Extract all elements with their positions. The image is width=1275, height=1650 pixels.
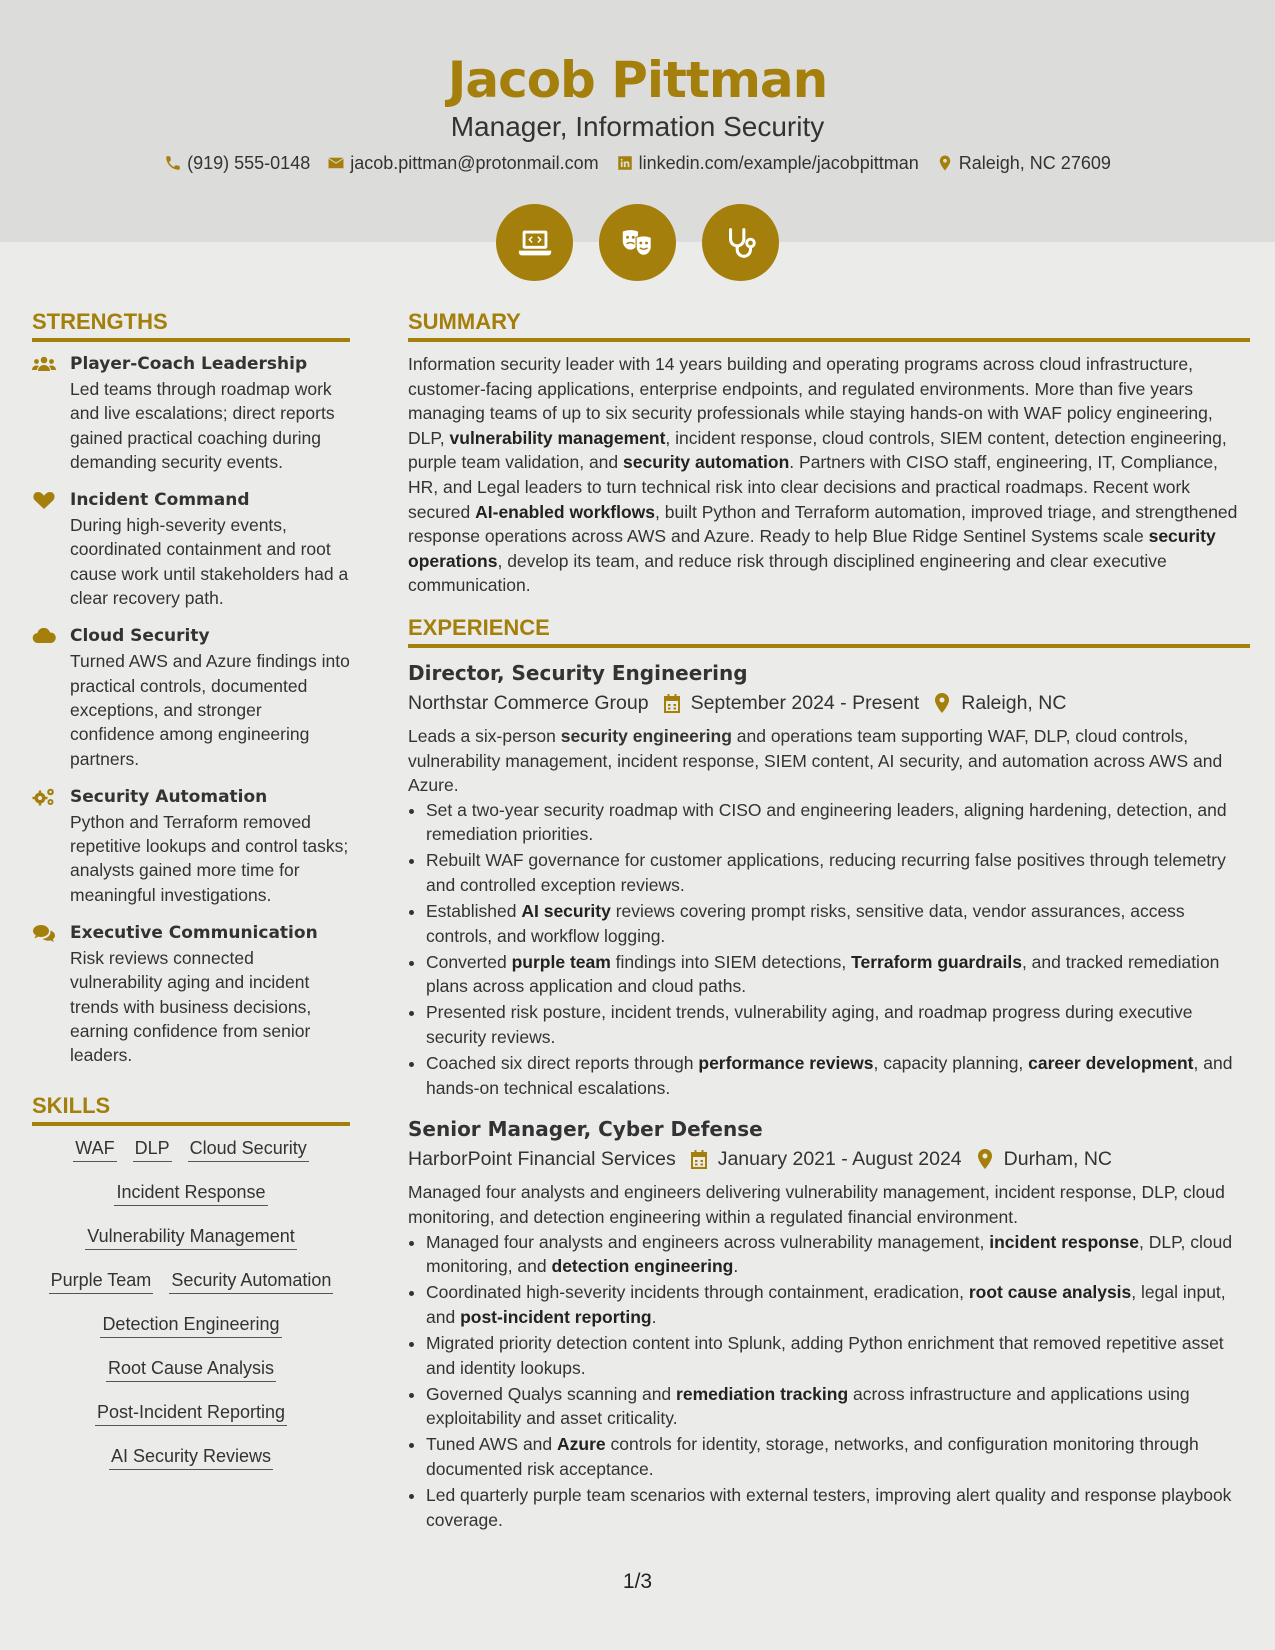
bullet-item xyxy=(426,1483,1250,1532)
skills-list xyxy=(32,1136,350,1470)
text-run: Rebuilt WAF governance for customer applications, reducing recurring false positives through telemetry and controlled exception reviews. xyxy=(426,850,1226,895)
emphasis-text: AI security xyxy=(521,901,611,922)
job-dates: September 2024 - Present xyxy=(690,691,920,714)
job-bullets xyxy=(408,1230,1250,1533)
bullet-item xyxy=(426,1000,1250,1049)
badge-laptop xyxy=(496,204,573,281)
text-run: . xyxy=(651,1306,657,1327)
cloud-icon xyxy=(32,626,56,646)
emphasis-text: security engineering xyxy=(560,725,732,746)
strength-title: Cloud Security xyxy=(70,626,210,647)
text-run: across infrastructure and applications using exploitability and asset criticality. xyxy=(426,1383,1190,1429)
text-run: . xyxy=(733,1256,739,1277)
calendar-icon xyxy=(690,1149,708,1169)
badge-masks xyxy=(599,204,676,281)
comments-icon xyxy=(32,923,56,943)
emphasis-text: career development xyxy=(1028,1053,1194,1074)
job-meta xyxy=(408,688,1250,718)
text-run: , and tracked remediation plans across application and cloud paths. xyxy=(426,951,1220,997)
strength-desc: Led teams through roadmap work and live escalations; direct reports gained practical coaching during demanding security events. xyxy=(70,379,335,472)
strength-item xyxy=(32,488,350,610)
skill-row xyxy=(32,1180,350,1206)
bullet-item xyxy=(426,950,1250,999)
bullet-item xyxy=(426,899,1250,948)
skill-tag: Root Cause Analysis xyxy=(106,1356,276,1382)
text-run: , and hands-on technical escalations. xyxy=(426,1053,1233,1098)
job-dates: January 2021 - August 2024 xyxy=(717,1148,962,1171)
strength-item xyxy=(32,624,350,770)
emphasis-text: AI-enabled workflows xyxy=(475,501,656,522)
text-run: Leads a six-person xyxy=(408,725,561,746)
skill-row xyxy=(32,1224,350,1250)
text-run: controls for identity, storage, networks, and configuration monitoring through documented risk acceptance. xyxy=(426,1434,1199,1479)
text-run: Led quarterly purple team scenarios with external testers, improving alert quality and response playbook coverage. xyxy=(426,1484,1232,1530)
emphasis-text: vulnerability management xyxy=(449,427,666,448)
text-run: Governed Qualys scanning and xyxy=(426,1383,677,1404)
emphasis-text: Azure xyxy=(557,1434,606,1455)
envelope-icon xyxy=(327,154,345,172)
skill-tag: Cloud Security xyxy=(188,1136,309,1162)
calendar-icon xyxy=(663,693,681,713)
page-number: 1/3 xyxy=(622,1570,653,1593)
text-run: , develop its team, and reduce risk through disciplined engineering and clear executive communication. xyxy=(408,550,1167,596)
text-run: and operations team supporting WAF, DLP, cloud controls, vulnerability management, incident response, SIEM content, AI security, and automation across AWS and Azure. xyxy=(408,725,1223,796)
bullet-item xyxy=(426,1382,1250,1431)
text-run: , legal input, and xyxy=(426,1282,1226,1327)
bullet-item xyxy=(426,1051,1250,1100)
text-run: Presented risk posture, incident trends, vulnerability aging, and roadmap progress during executive security reviews. xyxy=(426,1002,1193,1048)
skill-tag: Purple Team xyxy=(49,1268,154,1294)
text-run: reviews covering prompt risks, sensitive data, vendor assurances, access controls, and workflow logging. xyxy=(426,901,1185,946)
job-title: Director, Security Engineering xyxy=(408,660,748,685)
map-marker-icon xyxy=(976,1149,994,1169)
candidate-name: Jacob Pittman xyxy=(447,51,828,109)
contact-location xyxy=(936,150,1111,176)
laptop-code-icon xyxy=(516,224,554,262)
text-run: , DLP, cloud monitoring, and xyxy=(426,1231,1233,1277)
map-marker-icon xyxy=(936,154,954,172)
text-run: , incident response, cloud controls, SIEM content, detection engineering, purple team validation, and xyxy=(408,427,1227,473)
skill-row xyxy=(32,1444,350,1470)
map-marker-icon xyxy=(933,693,951,713)
contact-email[interactable] xyxy=(327,150,598,176)
text-run: , built Python and Terraform automation, improved triage, and strengthened response operations across AWS and Azure. Ready to help Blue Ridge Sentinel Systems scale xyxy=(408,501,1238,547)
skill-tag: Security Automation xyxy=(169,1268,333,1294)
skill-row xyxy=(32,1356,350,1382)
skill-tag: DLP xyxy=(133,1136,172,1162)
contact-linkedin[interactable] xyxy=(616,150,919,176)
experience-heading: EXPERIENCE xyxy=(408,612,1250,648)
skill-row xyxy=(32,1312,350,1338)
candidate-title: Manager, Information Security xyxy=(450,111,825,142)
emphasis-text: post-incident reporting xyxy=(460,1306,652,1327)
users-icon xyxy=(32,354,56,374)
heart-icon xyxy=(32,490,56,510)
skill-tag: Vulnerability Management xyxy=(85,1224,296,1250)
strength-title: Executive Communication xyxy=(70,923,318,944)
bullet-item xyxy=(426,1432,1250,1481)
job-title: Senior Manager, Cyber Defense xyxy=(408,1117,763,1142)
skill-tag: Detection Engineering xyxy=(100,1312,281,1338)
strength-title: Security Automation xyxy=(70,786,268,807)
job-description xyxy=(408,1180,1250,1229)
text-run: . Partners with CISO staff, engineering, IT, Compliance, HR, and Legal leaders to turn technical risk into clear decisions and practical roadmaps. Recent work secured xyxy=(408,452,1218,522)
phone-icon xyxy=(164,154,182,172)
strength-desc: During high-severity events, coordinated containment and root cause work until stakeholders had a clear recovery path. xyxy=(70,515,349,609)
skill-row xyxy=(32,1400,350,1426)
text-run: Converted xyxy=(426,951,512,972)
linkedin-icon xyxy=(616,154,634,172)
skills-heading: SKILLS xyxy=(32,1090,350,1126)
left-column xyxy=(32,306,350,1488)
contact-phone[interactable] xyxy=(164,150,310,176)
strength-title: Incident Command xyxy=(70,490,250,511)
job-entry xyxy=(408,658,1250,1100)
emphasis-text: security operations xyxy=(408,526,1216,571)
strengths-heading: STRENGTHS xyxy=(32,306,350,342)
linkedin-text: linkedin.com/example/jacobpittman xyxy=(638,153,919,173)
emphasis-text: performance reviews xyxy=(698,1053,874,1074)
text-run: Managed four analysts and engineers delivering vulnerability management, incident response, DLP, cloud monitoring, and detection engineering within a regulated financial environment. xyxy=(408,1182,1225,1227)
right-column xyxy=(408,306,1250,1546)
skill-tag: WAF xyxy=(73,1136,116,1162)
strength-desc: Turned AWS and Azure findings into practical controls, documented exceptions, and stronger confidence among engineering partners. xyxy=(70,651,350,769)
contact-bar xyxy=(0,150,1275,176)
job-location: Durham, NC xyxy=(1003,1148,1112,1171)
experience-list xyxy=(408,658,1250,1532)
job-bullets xyxy=(408,798,1250,1101)
job-location: Raleigh, NC xyxy=(961,691,1067,714)
text-run: findings into SIEM detections, xyxy=(610,951,852,972)
stethoscope-icon xyxy=(722,224,760,262)
emphasis-text: incident response xyxy=(989,1231,1140,1252)
text-run: Coordinated high-severity incidents through containment, eradication, xyxy=(426,1282,969,1303)
text-run: , capacity planning, xyxy=(873,1053,1029,1074)
emphasis-text: remediation tracking xyxy=(676,1383,849,1404)
job-meta xyxy=(408,1144,1250,1174)
text-run: Information security leader with 14 years building and operating programs across cloud infrastructure, customer-facing applications, enterprise endpoints, and regulated environments. More than five years managing teams of up to six security professionals while staying hands-on with WAF policy engineering, DLP, xyxy=(408,354,1213,448)
strength-title: Player-Coach Leadership xyxy=(70,354,308,374)
job-entry xyxy=(408,1114,1250,1532)
strength-item xyxy=(32,352,350,474)
skill-tag: Post-Incident Reporting xyxy=(95,1400,287,1426)
badge-stethoscope xyxy=(702,204,779,281)
emphasis-text: purple team xyxy=(511,951,611,972)
email-text: jacob.pittman@protonmail.com xyxy=(350,153,599,173)
emphasis-text: root cause analysis xyxy=(968,1282,1132,1303)
text-run: Established xyxy=(426,901,522,922)
company-name: Northstar Commerce Group xyxy=(408,691,649,714)
summary-heading: SUMMARY xyxy=(408,306,1250,342)
skill-tag: Incident Response xyxy=(114,1180,267,1206)
text-run: Tuned AWS and xyxy=(426,1434,558,1455)
bullet-item xyxy=(426,1331,1250,1380)
phone-text: (919) 555-0148 xyxy=(187,153,311,173)
strength-item xyxy=(32,785,350,907)
text-run: Set a two-year security roadmap with CISO and engineering leaders, aligning hardening, detection, and remediation priorities. xyxy=(426,799,1227,845)
location-text: Raleigh, NC 27609 xyxy=(958,153,1111,173)
theater-masks-icon xyxy=(619,224,657,262)
emphasis-text: detection engineering xyxy=(551,1256,734,1277)
bullet-item xyxy=(426,848,1250,897)
company-name: HarborPoint Financial Services xyxy=(408,1148,676,1171)
text-run: Managed four analysts and engineers across vulnerability management, xyxy=(426,1231,990,1252)
skill-row xyxy=(32,1136,350,1162)
skill-tag: AI Security Reviews xyxy=(109,1444,273,1470)
text-run: Migrated priority detection content into Splunk, adding Python enrichment that removed repetitive asset and identity lookups. xyxy=(426,1332,1224,1378)
bullet-item xyxy=(426,798,1250,847)
bullet-item xyxy=(426,1230,1250,1279)
text-run: Coached six direct reports through xyxy=(426,1053,699,1074)
emphasis-text: Terraform guardrails xyxy=(851,951,1022,972)
emphasis-text: security automation xyxy=(623,452,790,473)
strength-item xyxy=(32,921,350,1067)
skill-row xyxy=(32,1268,350,1294)
cogs-icon xyxy=(32,787,56,807)
badge-row xyxy=(0,204,1275,281)
strength-desc: Risk reviews connected vulnerability aging and incident trends with business decisions, earning confidence from senior leaders. xyxy=(70,948,312,1066)
job-description xyxy=(408,724,1250,798)
strength-desc: Python and Terraform removed repetitive lookups and control tasks; analysts gained more time for meaningful investigations. xyxy=(70,811,349,905)
bullet-item xyxy=(426,1280,1250,1329)
summary-text xyxy=(408,352,1250,598)
